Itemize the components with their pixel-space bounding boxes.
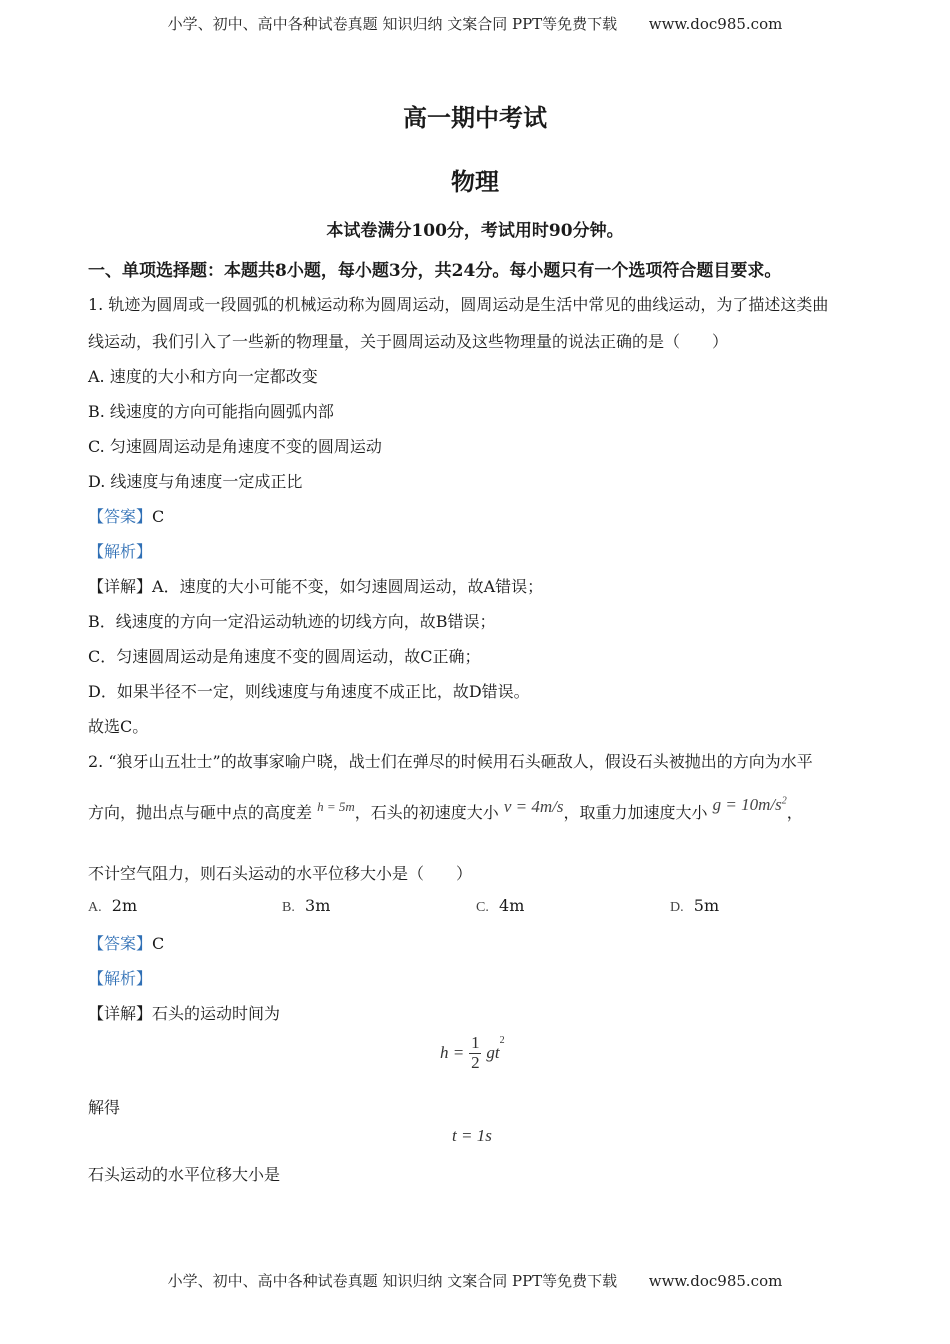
q1-detail-line1 (88, 574, 543, 597)
displacement-text: 石头运动的水平位移大小是 (88, 1165, 281, 1184)
answer-value: C (152, 507, 165, 526)
option-value: 5m (693, 896, 720, 915)
answer-value: C (152, 934, 165, 953)
q1-option-b: B. 线速度的方向可能指向圆弧内部 (88, 402, 334, 421)
formula-lhs: h = (440, 1043, 465, 1063)
formula-exponent: 2 (499, 1035, 505, 1047)
answer-label: 【答案】 (88, 507, 153, 526)
fraction-denominator: 2 (471, 1052, 480, 1072)
q2-answer (88, 931, 164, 954)
q1-detail-line2: B．线速度的方向一定沿运动轨迹的切线方向，故B错误； (88, 612, 496, 631)
g-exponent: 2 (781, 795, 787, 807)
option-value: 2m (111, 896, 138, 915)
q1-analysis-label: 【解析】 (88, 542, 153, 561)
h-expression: h = 5m (317, 799, 355, 814)
q1-conclusion: 故选C。 (88, 717, 149, 736)
q2-option-b (282, 896, 330, 916)
option-letter: A. (88, 900, 102, 915)
q2-option-a (88, 896, 137, 916)
q1-stem-line2: 线运动，我们引入了一些新的物理量，关于圆周运动及这些物理量的说法正确的是（ ） (88, 332, 729, 351)
header-url[interactable]: www.doc985.com (648, 15, 783, 33)
q1-option-c: C. 匀速圆周运动是角速度不变的圆周运动 (88, 437, 382, 456)
q1-stem-line1: 1. 轨迹为圆周或一段圆弧的机械运动称为圆周运动，圆周运动是生活中常见的曲线运动，为了描述这类曲 (88, 295, 829, 314)
stem-text: ，取重力加速度大小 (563, 803, 708, 822)
detail-label: 【详解】 (88, 577, 153, 596)
footer-url[interactable]: www.doc985.com (648, 1272, 783, 1290)
option-letter: C. (476, 900, 489, 915)
q1-detail-line4: D．如果半径不一定，则线速度与角速度不成正比，故D错误。 (88, 682, 530, 701)
option-letter: D. (670, 900, 684, 915)
page-footer (0, 1270, 950, 1291)
g-expr-text: g = 10m/s (712, 795, 782, 814)
formula-t: t = 1s (452, 1126, 492, 1145)
solve-label: 解得 (88, 1098, 121, 1117)
fraction (469, 1034, 481, 1072)
detail-label: 【详解】 (88, 1004, 153, 1023)
q2-option-c (476, 896, 524, 916)
q2-detail-line (88, 1001, 280, 1024)
section-heading: 一、单项选择题：本题共8小题，每小题3分，共24分。每小题只有一个选项符合题目要求。 (88, 261, 782, 281)
page-header (0, 13, 950, 34)
q1-option-d: D. 线速度与角速度一定成正比 (88, 472, 303, 491)
answer-label: 【答案】 (88, 934, 153, 953)
g-expression (713, 795, 787, 814)
q2-stem-line2 (88, 795, 803, 823)
option-value: 3m (305, 896, 331, 915)
formula-rhs: gt (486, 1043, 500, 1063)
v-expression: v = 4m/s (503, 797, 564, 816)
fraction-numerator: 1 (471, 1033, 480, 1052)
footer-text: 小学、初中、高中各种试卷真题 知识归纳 文案合同 PPT等免费下载 (167, 1272, 618, 1290)
stem-text: ，石头的初速度大小 (354, 803, 499, 822)
q2-analysis-label: 【解析】 (88, 969, 153, 988)
header-text: 小学、初中、高中各种试卷真题 知识归纳 文案合同 PPT等免费下载 (167, 15, 618, 33)
exam-info: 本试卷满分100分，考试用时90分钟。 (326, 221, 624, 241)
option-letter: B. (282, 900, 295, 915)
q2-option-d (670, 896, 719, 916)
q2-stem-line1: 2. “狼牙山五壮士”的故事家喻户晓，战士们在弹尽的时候用石头砸敌人，假设石头被抛出的方向为水平 (88, 752, 813, 771)
exam-title: 高一期中考试 (403, 103, 547, 132)
stem-text: 方向，抛出点与砸中点的高度差 (88, 803, 313, 822)
q1-option-a: A. 速度的大小和方向一定都改变 (88, 367, 318, 386)
stem-text: ， (786, 803, 803, 822)
option-value: 4m (499, 896, 525, 915)
formula-h (440, 1034, 505, 1072)
q1-answer (88, 504, 164, 527)
subject-title: 物理 (451, 167, 499, 196)
q2-stem-line3: 不计空气阻力，则石头运动的水平位移大小是（ ） (88, 864, 473, 883)
q1-detail-line3: C．匀速圆周运动是角速度不变的圆周运动，故C正确； (88, 647, 481, 666)
detail-text: 石头的运动时间为 (152, 1004, 281, 1023)
detail-text: A．速度的大小可能不变，如匀速圆周运动，故A错误； (152, 577, 544, 596)
